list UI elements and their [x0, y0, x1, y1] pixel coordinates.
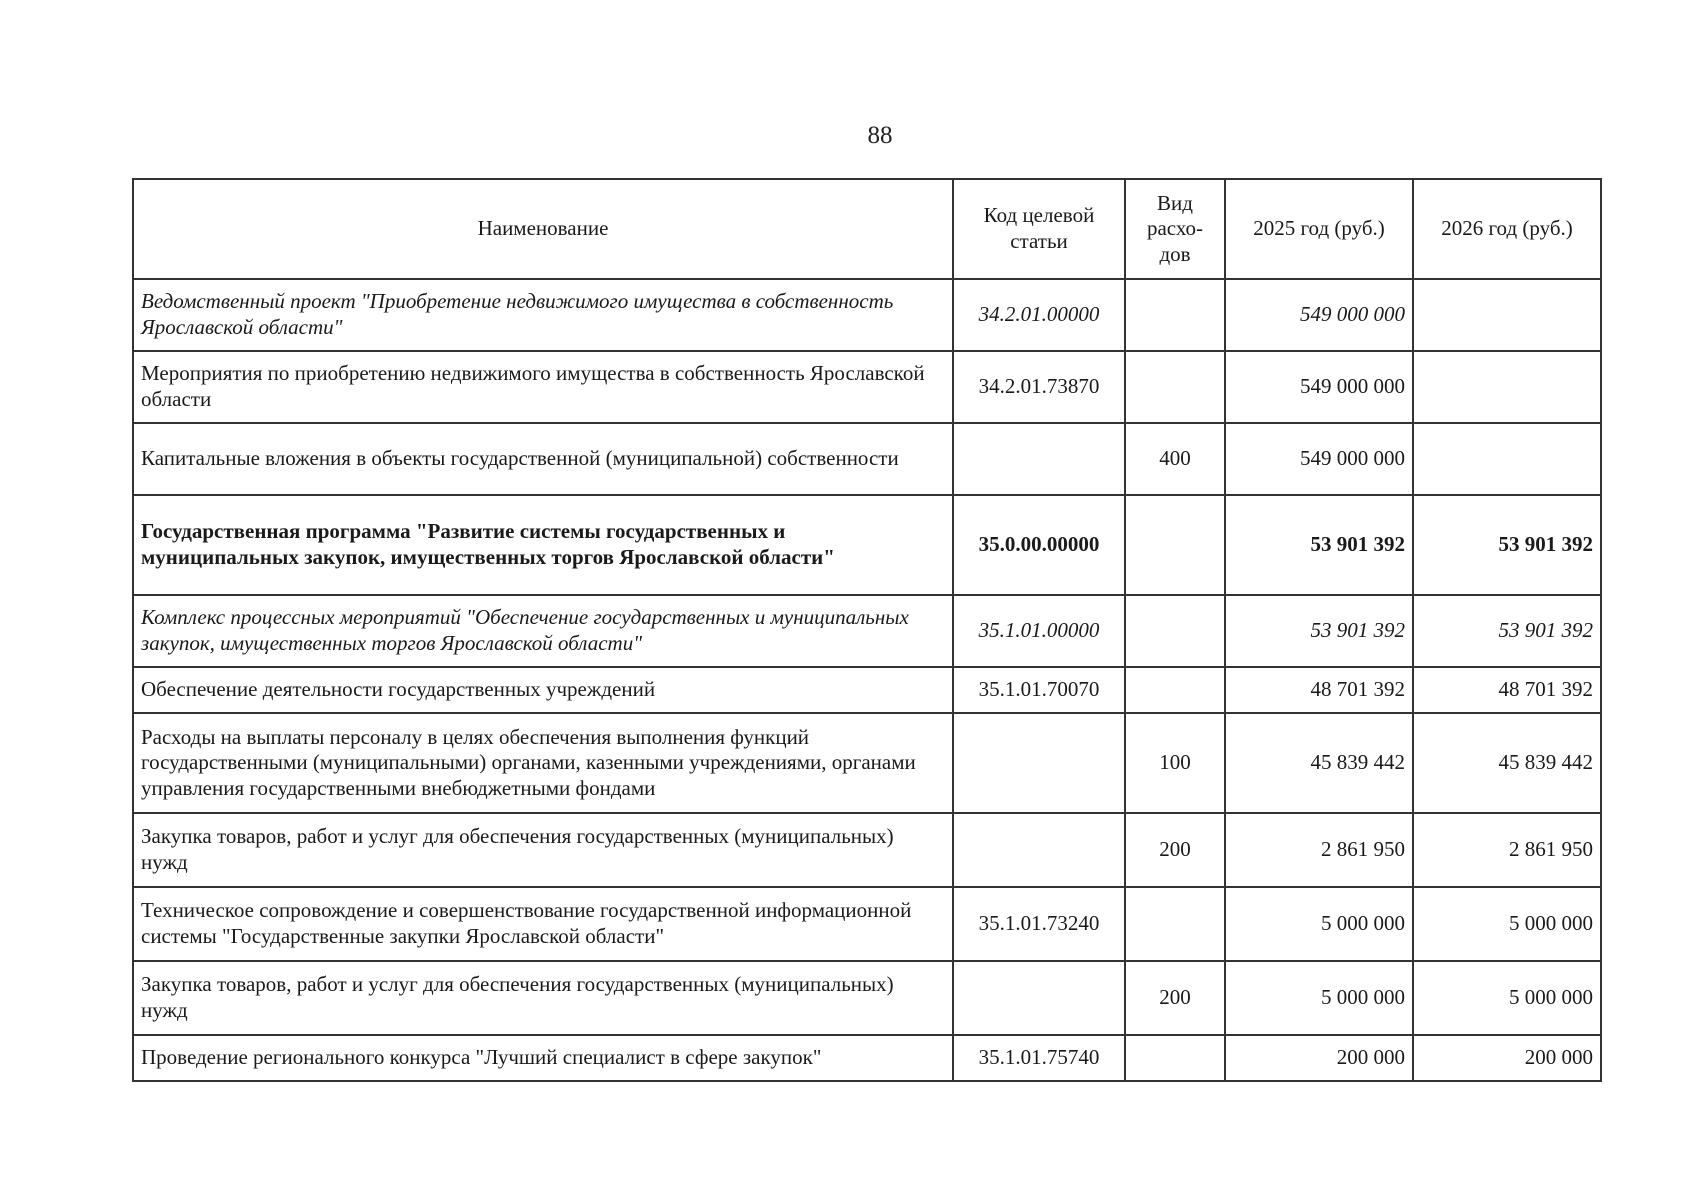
row-code: 35.0.00.00000 — [953, 495, 1125, 595]
row-code — [953, 813, 1125, 887]
page-number: 88 — [867, 122, 893, 149]
row-kind — [1125, 667, 1225, 713]
row-name: Комплекс процессных мероприятий "Обеспечение государственных и муниципальных закупок, имущественных торгов Ярославской области" — [133, 595, 953, 667]
table-row — [133, 1035, 1601, 1081]
table-row — [133, 279, 1601, 351]
row-code: 35.1.01.73240 — [953, 887, 1125, 961]
row-kind: 100 — [1125, 713, 1225, 813]
row-kind — [1125, 351, 1225, 423]
row-code: 34.2.01.00000 — [953, 279, 1125, 351]
row-2026: 53 901 392 — [1413, 595, 1601, 667]
row-name: Государственная программа "Развитие системы государственных и муниципальных закупок, имущественных торгов Ярославской области" — [133, 495, 953, 595]
table-row — [133, 887, 1601, 961]
header-2026: 2026 год (руб.) — [1413, 179, 1601, 279]
header-code: Код целевой статьи — [953, 179, 1125, 279]
row-name: Техническое сопровождение и совершенствование государственной информационной системы "Государственные закупки Ярославской области" — [133, 887, 953, 961]
table-row — [133, 713, 1601, 813]
row-2025: 2 861 950 — [1225, 813, 1413, 887]
row-code: 34.2.01.73870 — [953, 351, 1125, 423]
row-kind: 200 — [1125, 813, 1225, 887]
row-2026: 5 000 000 — [1413, 961, 1601, 1035]
row-code — [953, 423, 1125, 495]
row-kind — [1125, 495, 1225, 595]
row-2025: 200 000 — [1225, 1035, 1413, 1081]
row-code: 35.1.01.00000 — [953, 595, 1125, 667]
row-2026: 200 000 — [1413, 1035, 1601, 1081]
table-row — [133, 961, 1601, 1035]
header-name: Наименование — [133, 179, 953, 279]
row-code: 35.1.01.75740 — [953, 1035, 1125, 1081]
row-2025: 549 000 000 — [1225, 423, 1413, 495]
row-kind: 200 — [1125, 961, 1225, 1035]
table-row — [133, 351, 1601, 423]
row-2025: 53 901 392 — [1225, 495, 1413, 595]
row-2026: 45 839 442 — [1413, 713, 1601, 813]
row-kind: 400 — [1125, 423, 1225, 495]
row-2026: 48 701 392 — [1413, 667, 1601, 713]
row-2026: 53 901 392 — [1413, 495, 1601, 595]
row-kind — [1125, 279, 1225, 351]
row-kind — [1125, 887, 1225, 961]
row-2025: 53 901 392 — [1225, 595, 1413, 667]
table-row — [133, 423, 1601, 495]
row-2025: 549 000 000 — [1225, 279, 1413, 351]
row-2025: 48 701 392 — [1225, 667, 1413, 713]
row-name: Расходы на выплаты персоналу в целях обеспечения выполнения функций государственными (муниципальными) органами, казенными учреждениями, органами управления государственными внебюджетными фондами — [133, 713, 953, 813]
row-2025: 5 000 000 — [1225, 961, 1413, 1035]
row-kind — [1125, 595, 1225, 667]
row-name: Капитальные вложения в объекты государственной (муниципальной) собственности — [133, 423, 953, 495]
row-name: Проведение регионального конкурса "Лучший специалист в сфере закупок" — [133, 1035, 953, 1081]
row-name: Обеспечение деятельности государственных учреждений — [133, 667, 953, 713]
row-kind — [1125, 1035, 1225, 1081]
table-row — [133, 495, 1601, 595]
row-code: 35.1.01.70070 — [953, 667, 1125, 713]
header-2025: 2025 год (руб.) — [1225, 179, 1413, 279]
row-2026 — [1413, 351, 1601, 423]
row-code — [953, 713, 1125, 813]
table-row — [133, 595, 1601, 667]
table-row — [133, 667, 1601, 713]
row-name: Ведомственный проект "Приобретение недвижимого имущества в собственность Ярославской области" — [133, 279, 953, 351]
row-2026 — [1413, 279, 1601, 351]
row-2025: 5 000 000 — [1225, 887, 1413, 961]
row-name: Закупка товаров, работ и услуг для обеспечения государственных (муниципальных) нужд — [133, 813, 953, 887]
row-name: Мероприятия по приобретению недвижимого имущества в собственность Ярославской области — [133, 351, 953, 423]
row-2025: 549 000 000 — [1225, 351, 1413, 423]
row-2026 — [1413, 423, 1601, 495]
row-2026: 2 861 950 — [1413, 813, 1601, 887]
table-row — [133, 813, 1601, 887]
table-header-row — [133, 179, 1601, 279]
row-2026: 5 000 000 — [1413, 887, 1601, 961]
row-name: Закупка товаров, работ и услуг для обеспечения государственных (муниципальных) нужд — [133, 961, 953, 1035]
budget-table — [132, 178, 1602, 1082]
header-kind: Вид расхо-дов — [1125, 179, 1225, 279]
row-code — [953, 961, 1125, 1035]
row-2025: 45 839 442 — [1225, 713, 1413, 813]
